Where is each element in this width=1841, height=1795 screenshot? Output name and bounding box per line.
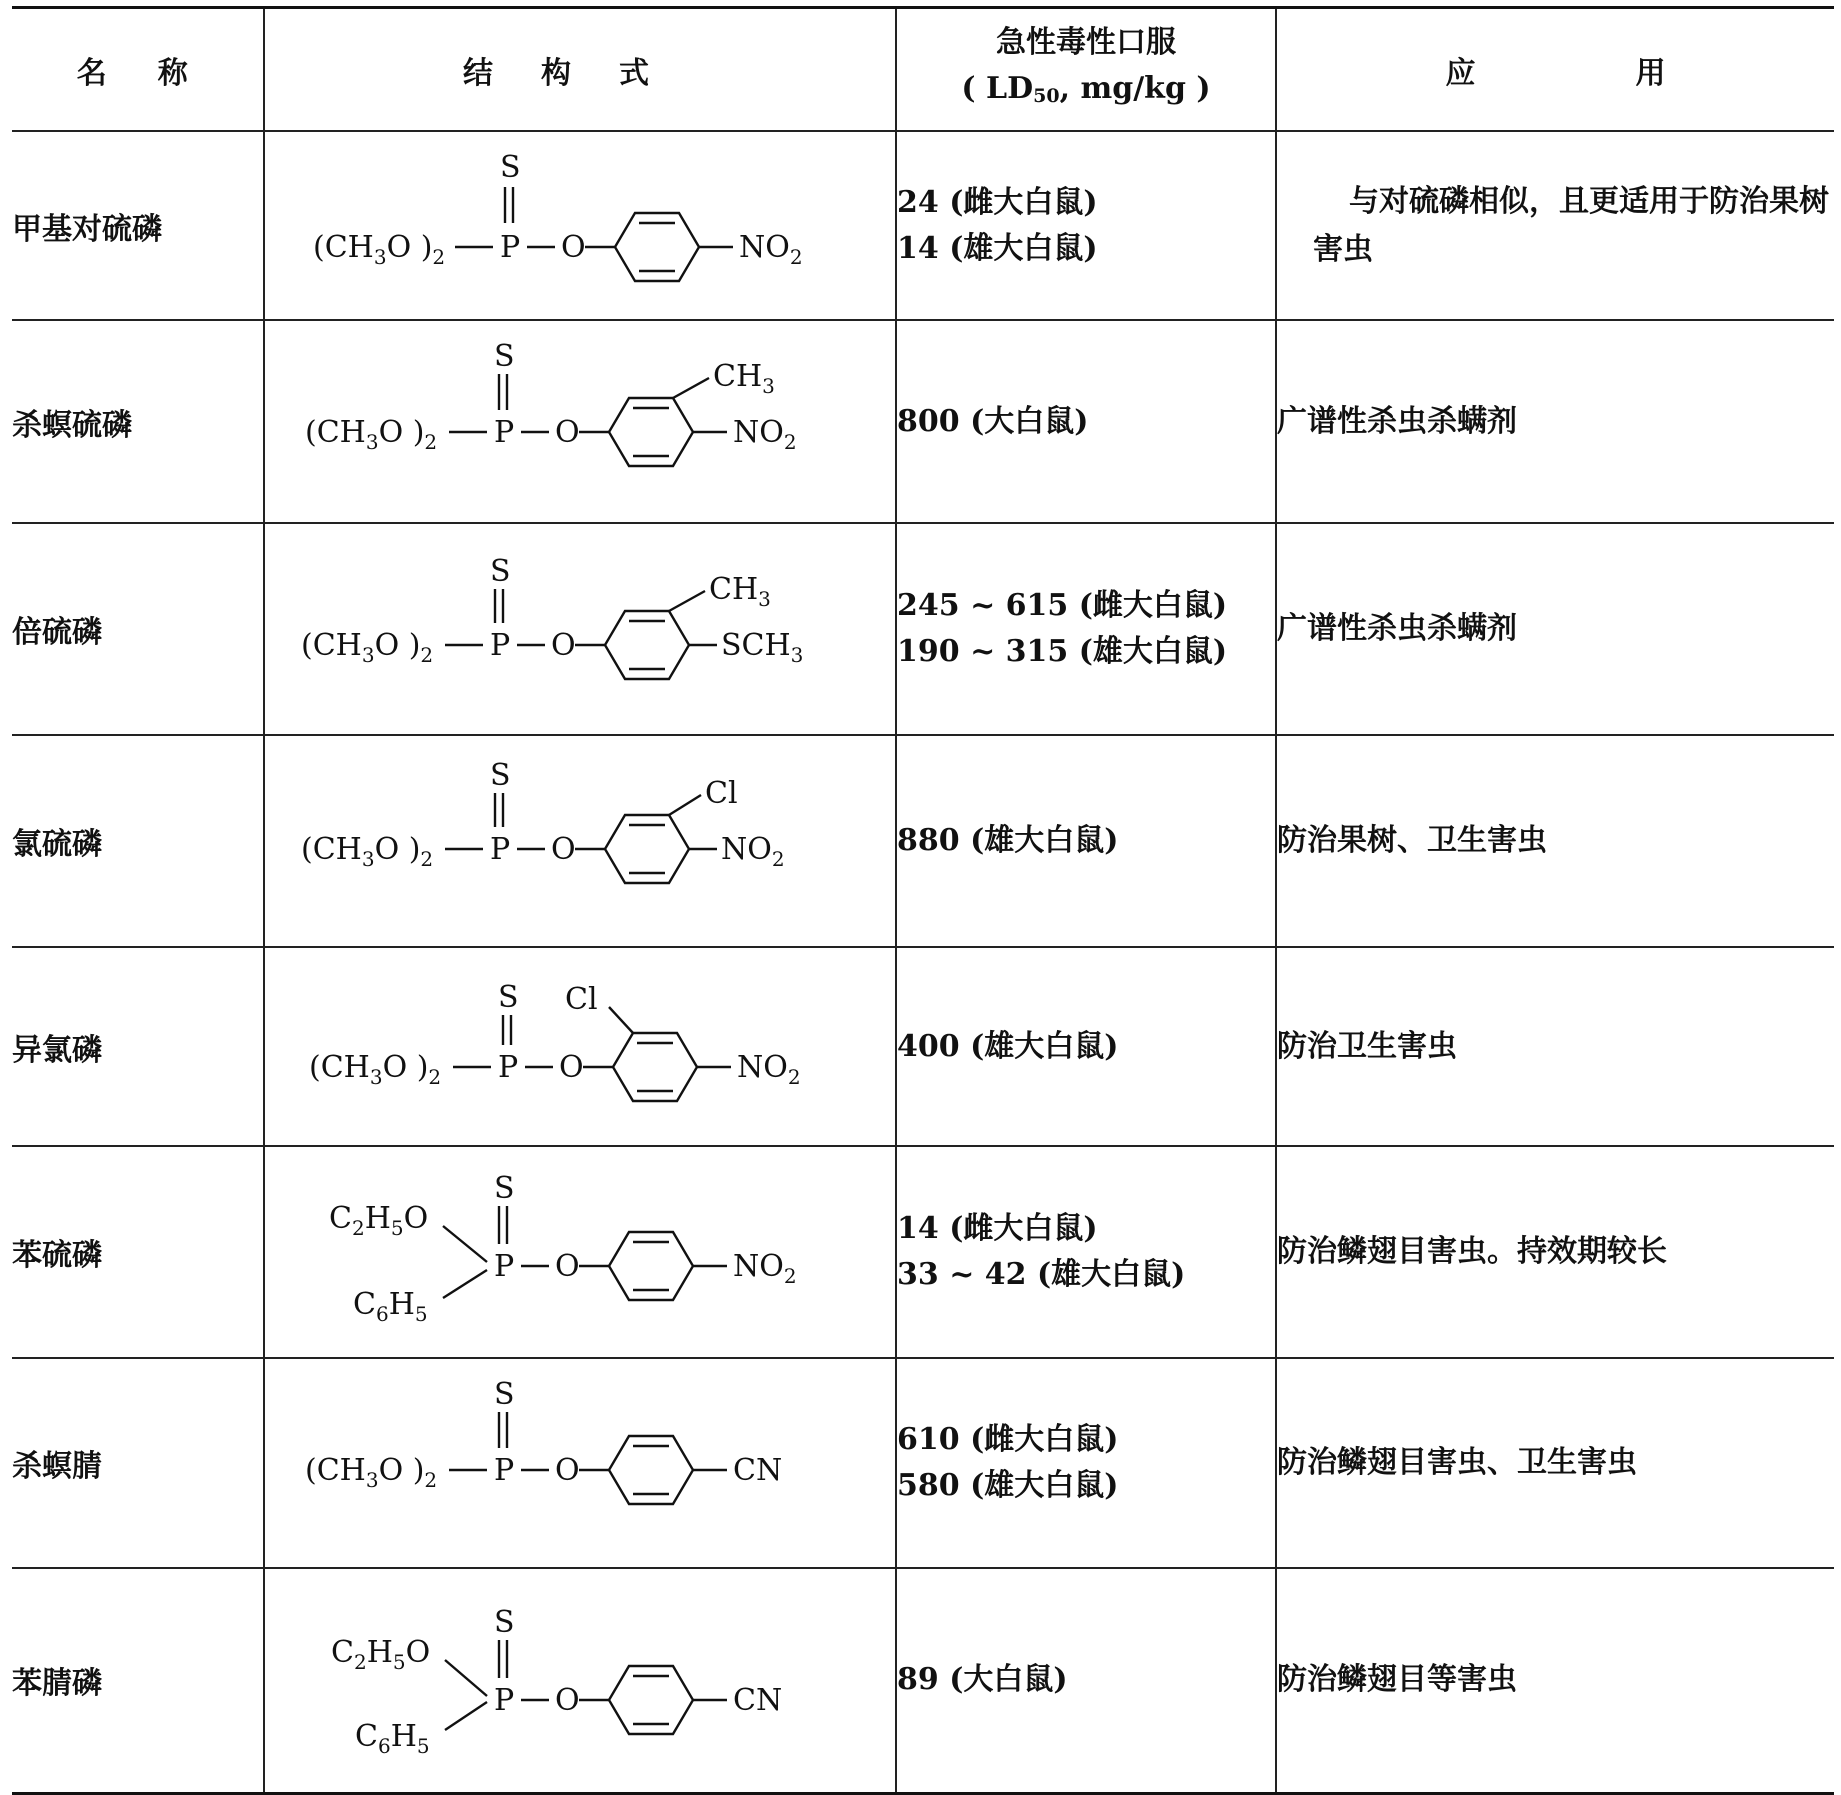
- benzene-ring: [605, 815, 689, 883]
- molecule-diagram: [265, 1570, 897, 1791]
- structure-formula: [264, 1358, 896, 1568]
- molecule-diagram: [265, 737, 897, 945]
- table-row: [12, 735, 1834, 947]
- nitro-group: $NO_2$: [733, 1249, 797, 1288]
- svg-text:(CH3O )2: ($CH_3O$ )$_2$: [309, 1050, 442, 1089]
- compound-name: 杀螟硫磷: [12, 320, 264, 523]
- compound-name: 倍硫磷: [12, 523, 264, 735]
- svg-text:(CH3O )2: ($CH_3O$ )$_2$: [313, 230, 446, 269]
- oxygen-atom: O: [555, 1249, 580, 1284]
- benzene-ring: [609, 1666, 693, 1734]
- phosphorus-atom: P: [490, 628, 511, 663]
- table-row: [12, 320, 1834, 523]
- header-toxicity: [896, 8, 1276, 132]
- molecule-diagram: [265, 322, 897, 521]
- ethoxy-group: $C_2H_5O$: [329, 1201, 429, 1240]
- compound-name: 苯腈磷: [12, 1568, 264, 1793]
- table-row: [12, 131, 1834, 320]
- structure-formula: [264, 523, 896, 735]
- application-text: 防治鳞翅目害虫、卫生害虫: [1276, 1358, 1834, 1568]
- toxicity-value: 800 (大白鼠): [896, 320, 1276, 523]
- methyl-group: $CH_3$: [709, 572, 771, 611]
- compound-name: 苯硫磷: [12, 1146, 264, 1358]
- structure-formula: [264, 735, 896, 947]
- sulfur-atom: S: [494, 1604, 515, 1640]
- phosphorus-atom: P: [500, 230, 521, 265]
- compound-name: 杀螟腈: [12, 1358, 264, 1568]
- benzene-ring: [609, 1232, 693, 1300]
- application-text: 防治鳞翅目害虫。持效期较长: [1276, 1146, 1834, 1358]
- header-structure: 结构式: [264, 8, 896, 132]
- compound-name: 异氯磷: [12, 947, 264, 1146]
- phosphorus-atom: P: [494, 415, 515, 450]
- oxygen-atom: O: [561, 230, 586, 265]
- phosphorus-atom: P: [490, 832, 511, 867]
- nitro-group: $NO_2$: [739, 230, 803, 269]
- svg-text:(CH3O )2: ($CH_3O$ )$_2$: [305, 1453, 438, 1492]
- table-row: [12, 1568, 1834, 1793]
- sulfur-atom: S: [498, 980, 519, 1015]
- sulfur-atom: S: [490, 554, 511, 589]
- svg-text:(CH3O )2: ($CH_3O$ )$_2$: [301, 832, 434, 871]
- nitro-group: $NO_2$: [737, 1050, 801, 1089]
- oxygen-atom: O: [559, 1050, 584, 1085]
- sulfur-atom: S: [490, 758, 511, 793]
- phosphorus-atom: P: [494, 1682, 515, 1718]
- molecule-diagram: [265, 133, 897, 318]
- toxicity-value: 89 (大白鼠): [896, 1568, 1276, 1793]
- compound-name: 甲基对硫磷: [12, 131, 264, 320]
- phosphorus-atom: P: [494, 1453, 515, 1488]
- application-text: 广谱性杀虫杀螨剂: [1276, 523, 1834, 735]
- chloro-group: Cl: [705, 776, 738, 811]
- methylthio-group: $SCH_3$: [721, 628, 804, 667]
- header-row: [12, 8, 1834, 132]
- ethoxy-group: $C_2H_5O$: [331, 1634, 431, 1674]
- phenyl-group: $C_6H_5$: [353, 1287, 428, 1326]
- svg-text:(CH3O )2: ($CH_3O$ )$_2$: [305, 415, 438, 454]
- toxicity-value: 24 (雌大白鼠) 14 (雄大白鼠): [896, 131, 1276, 320]
- table-row: [12, 1146, 1834, 1358]
- sulfur-atom: S: [494, 339, 515, 374]
- molecule-diagram: [265, 949, 897, 1144]
- header-toxicity-line2: ( LD50, mg/kg ): [961, 71, 1211, 107]
- phosphorus-atom: P: [494, 1249, 515, 1284]
- table-row: [12, 947, 1834, 1146]
- header-toxicity-line1: 急性毒性口服: [996, 25, 1176, 60]
- benzene-ring: [609, 398, 693, 466]
- sulfur-atom: S: [500, 150, 521, 185]
- structure-formula: [264, 1146, 896, 1358]
- cyano-group: CN: [733, 1682, 783, 1718]
- application-text: 与对硫磷相似，且更适用于防治果树害虫: [1276, 131, 1834, 320]
- toxicity-value: 610 (雌大白鼠) 580 (雄大白鼠): [896, 1358, 1276, 1568]
- toxicity-value: 14 (雌大白鼠) 33 ~ 42 (雄大白鼠): [896, 1146, 1276, 1358]
- table-row: [12, 1358, 1834, 1568]
- dimethoxy-group: [313, 230, 445, 269]
- oxygen-atom: O: [555, 415, 580, 450]
- benzene-ring: [609, 1436, 693, 1504]
- molecule-diagram: [265, 1148, 897, 1356]
- toxicity-value: 400 (雄大白鼠): [896, 947, 1276, 1146]
- oxygen-atom: O: [551, 628, 576, 663]
- structure-formula: [264, 131, 896, 320]
- methyl-group: $CH_3$: [713, 359, 775, 398]
- structure-formula: [264, 1568, 896, 1793]
- sulfur-atom: S: [494, 1171, 515, 1206]
- oxygen-atom: O: [551, 832, 576, 867]
- benzene-ring: [615, 213, 699, 281]
- toxicity-value: 245 ~ 615 (雌大白鼠) 190 ~ 315 (雄大白鼠): [896, 523, 1276, 735]
- svg-text:(CH3O )2: ($CH_3O$ )$_2$: [301, 628, 434, 667]
- oxygen-atom: O: [555, 1453, 580, 1488]
- phosphorus-atom: P: [498, 1050, 519, 1085]
- application-text: 防治卫生害虫: [1276, 947, 1834, 1146]
- molecule-diagram: [265, 1360, 897, 1566]
- cyano-group: CN: [733, 1453, 783, 1488]
- header-application: 应 用: [1276, 8, 1834, 132]
- pesticide-table: [12, 6, 1834, 1795]
- molecule-diagram: [265, 525, 897, 733]
- nitro-group: $NO_2$: [721, 832, 785, 871]
- application-text: 广谱性杀虫杀螨剂: [1276, 320, 1834, 523]
- benzene-ring: [605, 611, 689, 679]
- oxygen-atom: O: [555, 1682, 580, 1718]
- compound-name: 氯硫磷: [12, 735, 264, 947]
- chloro-group: Cl: [565, 982, 598, 1017]
- application-text: 防治果树、卫生害虫: [1276, 735, 1834, 947]
- phenyl-group: $C_6H_5$: [355, 1718, 430, 1758]
- nitro-group: $NO_2$: [733, 415, 797, 454]
- benzene-ring: [613, 1033, 697, 1101]
- toxicity-value: 880 (雄大白鼠): [896, 735, 1276, 947]
- table-row: [12, 523, 1834, 735]
- header-name: 名 称: [12, 8, 264, 132]
- sulfur-atom: S: [494, 1377, 515, 1412]
- application-text: 防治鳞翅目等害虫: [1276, 1568, 1834, 1793]
- structure-formula: [264, 320, 896, 523]
- structure-formula: [264, 947, 896, 1146]
